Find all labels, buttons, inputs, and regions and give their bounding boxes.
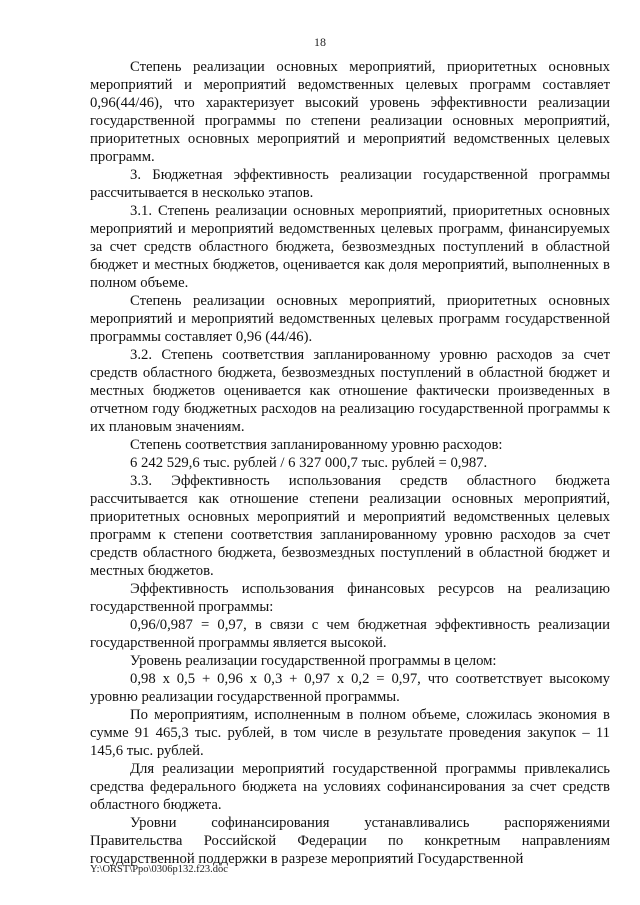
- file-path-footer: Y:\ORST\Ppo\0306p132.f23.doc: [90, 864, 228, 875]
- paragraph: Для реализации мероприятий государственной программы привлекались средства федерального бюджета на условиях софинансирования за счет средств областного бюджета.: [90, 761, 610, 813]
- paragraph: Эффективность использования финансовых ресурсов на реализацию государственной программы:: [90, 581, 610, 615]
- paragraph: 0,96/0,987 = 0,97, в связи с чем бюджетная эффективность реализации государственной программы является высокой.: [90, 617, 610, 651]
- document-body: [90, 58, 610, 868]
- paragraph: 3.2. Степень соответствия запланированному уровню расходов за счет средств областного бюджета, безвозмездных поступлений в областной бюджет и местных бюджетов оценивается как отношение фактически произведенных в отчетном году бюджетных расходов на реализацию государственной программы к их плановым значениям.: [90, 347, 610, 435]
- paragraph: Степень реализации основных мероприятий, приоритетных основных мероприятий и мероприятий ведомственных целевых программ государственной программы составляет 0,96 (44/46).: [90, 293, 610, 345]
- paragraph: 3.3. Эффективность использования средств областного бюджета рассчитывается как отношение степени реализации основных мероприятий, приоритетных основных мероприятий и мероприятий ведомственных целевых программ к степени соответствия запланированному уровню расходов за счет средств областного бюджета, безвозмездных поступлений в областной бюджет и местных бюджетов.: [90, 473, 610, 579]
- paragraph: 3.1. Степень реализации основных мероприятий, приоритетных основных мероприятий и мероприятий ведомственных целевых программ, финансируемых за счет средств областного бюджета, безвозмездных поступлений в областной бюджет и местных бюджетов, оценивается как доля мероприятий, выполненных в полном объеме.: [90, 203, 610, 291]
- paragraph: 3. Бюджетная эффективность реализации государственной программы рассчитывается в несколько этапов.: [90, 167, 610, 201]
- paragraph: Уровни софинансирования устанавливались распоряжениями Правительства Российской Федерации по конкретным направлениям государственной поддержки в разрезе мероприятий Государственной: [90, 815, 610, 867]
- page-number: 18: [314, 35, 326, 49]
- paragraph: Степень реализации основных мероприятий, приоритетных основных мероприятий и мероприятий ведомственных целевых программ составляет 0,96(44/46), что характеризует высокий уровень эффективности реализации государственной программы по степени реализации основных мероприятий, приоритетных основных мероприятий и мероприятий ведомственных целевых программ.: [90, 59, 610, 165]
- formula-line: 6 242 529,6 тыс. рублей / 6 327 000,7 тыс. рублей = 0,987.: [130, 455, 488, 471]
- paragraph: По мероприятиям, исполненным в полном объеме, сложилась экономия в сумме 91 465,3 тыс. рублей, в том числе в результате проведения закупок – 11 145,6 тыс. рублей.: [90, 707, 610, 759]
- paragraph: Степень соответствия запланированному уровню расходов:: [130, 437, 503, 453]
- paragraph: Уровень реализации государственной программы в целом:: [130, 653, 497, 669]
- paragraph: 0,98 x 0,5 + 0,96 x 0,3 + 0,97 x 0,2 = 0,97, что соответствует высокому уровню реализации государственной программы.: [90, 671, 610, 705]
